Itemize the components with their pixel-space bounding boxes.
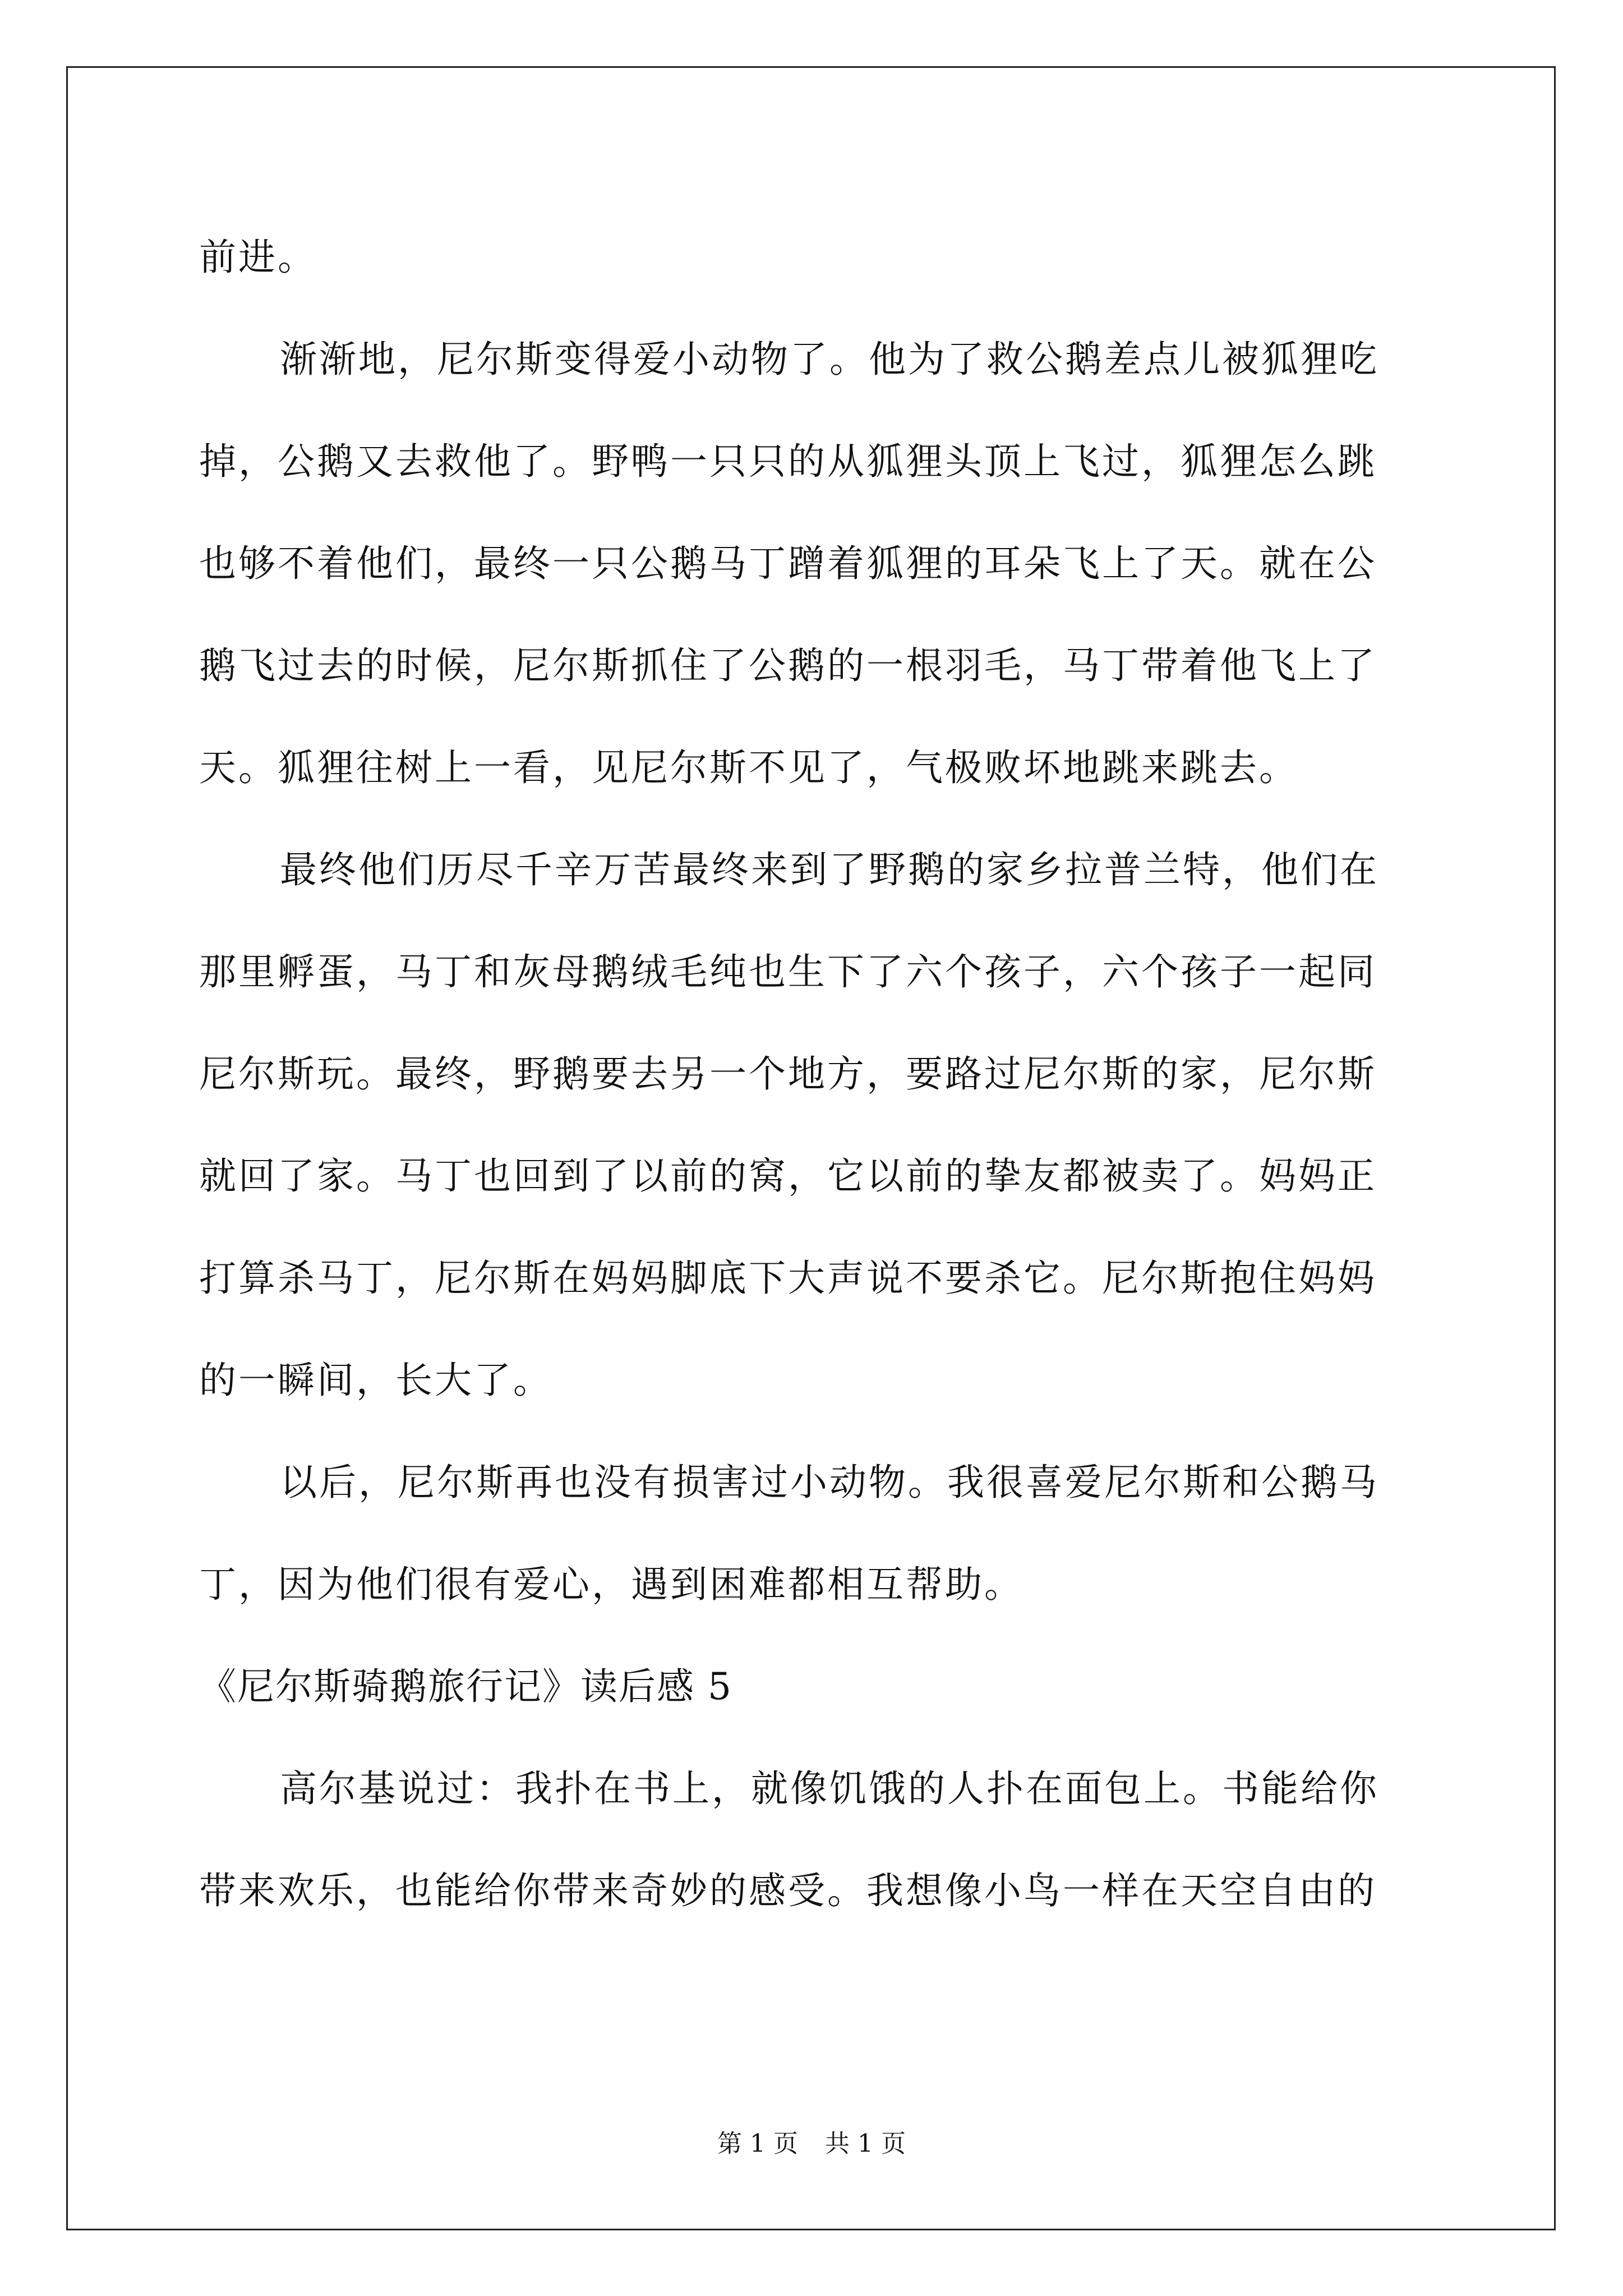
page-total: 共 1 页 bbox=[825, 2129, 906, 2158]
text-line: 最终他们历尽千辛万苦最终来到了野鹅的家乡拉普兰特，他们在 bbox=[280, 848, 1379, 891]
text-line: 就回了家。马丁也回到了以前的窝，它以前的挚友都被卖了。妈妈正 bbox=[199, 1154, 1377, 1198]
text-line: 打算杀马丁，尼尔斯在妈妈脚底下大声说不要杀它。尼尔斯抱住妈妈 bbox=[199, 1257, 1377, 1300]
text-line: 那里孵蛋，马丁和灰母鹅绒毛纯也生下了六个孩子，六个孩子一起同 bbox=[199, 950, 1377, 993]
text-line: 带来欢乐，也能给你带来奇妙的感受。我想像小鸟一样在天空自由的 bbox=[199, 1869, 1377, 1912]
text-line: 天。狐狸往树上一看，见尼尔斯不见了，气极败坏地跳来跳去。 bbox=[199, 746, 1298, 789]
page-footer bbox=[0, 2127, 1623, 2161]
text-line: 渐渐地，尼尔斯变得爱小动物了。他为了救公鹅差点儿被狐狸吃 bbox=[280, 338, 1379, 381]
text-line: 以后，尼尔斯再也没有损害过小动物。我很喜爱尼尔斯和公鹅马 bbox=[280, 1461, 1379, 1504]
text-line: 的一瞬间，长大了。 bbox=[199, 1359, 552, 1402]
text-line: 前进。 bbox=[199, 236, 317, 279]
text-line: 尼尔斯玩。最终，野鹅要去另一个地方，要路过尼尔斯的家，尼尔斯 bbox=[199, 1052, 1377, 1096]
section-heading: 《尼尔斯骑鹅旅行记》读后感 5 bbox=[199, 1665, 732, 1708]
text-line: 丁，因为他们很有爱心，遇到困难都相互帮助。 bbox=[199, 1563, 1023, 1606]
text-line: 高尔基说过：我扑在书上，就像饥饿的人扑在面包上。书能给你 bbox=[280, 1767, 1379, 1810]
document-body bbox=[199, 206, 1427, 1942]
page-number: 第 1 页 bbox=[717, 2129, 798, 2158]
text-line: 鹅飞过去的时候，尼尔斯抓住了公鹅的一根羽毛，马丁带着他飞上了 bbox=[199, 644, 1377, 687]
text-line: 也够不着他们，最终一只公鹅马丁蹭着狐狸的耳朵飞上了天。就在公 bbox=[199, 542, 1377, 585]
text-line: 掉，公鹅又去救他了。野鸭一只只的从狐狸头顶上飞过，狐狸怎么跳 bbox=[199, 440, 1377, 483]
